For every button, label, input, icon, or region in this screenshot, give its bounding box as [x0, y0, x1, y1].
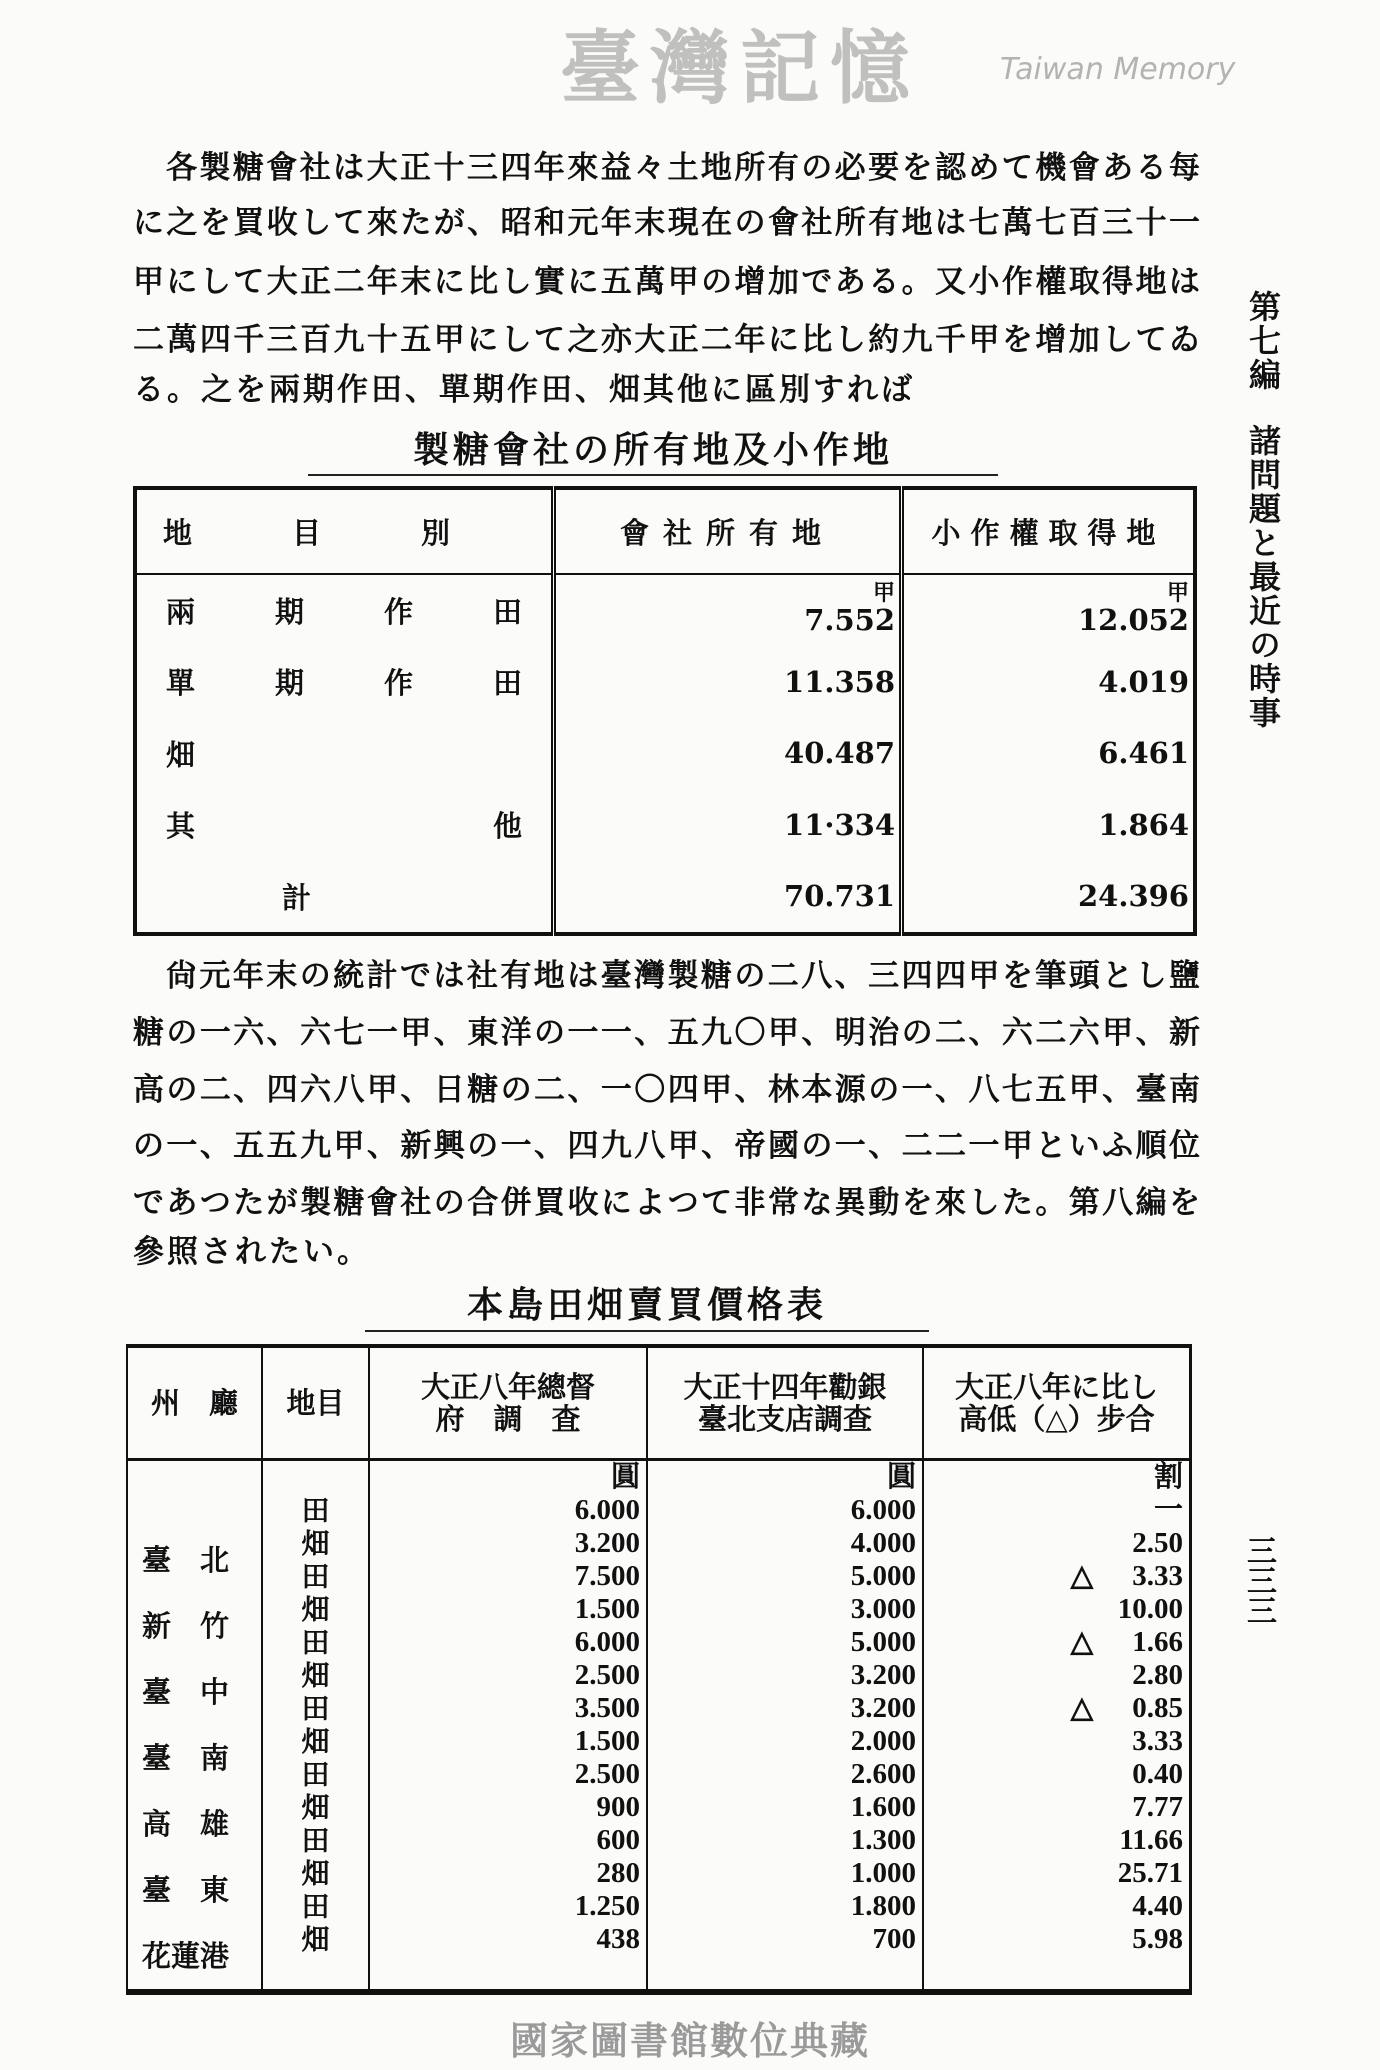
land-type-label: 田: [301, 1494, 330, 1527]
price-1925: 1.300: [850, 1824, 916, 1856]
table2-title: 本島田畑賣買價格表: [466, 1284, 827, 1326]
ratio-value: 7.77: [1132, 1791, 1183, 1823]
text-line: 糖の一六、六七一甲、東洋の一一、五九〇甲、明治の二、六二六甲、新: [133, 1015, 1200, 1051]
ratio-cell: [924, 1923, 1189, 1956]
ratio-cell: [924, 1593, 1189, 1626]
prefecture-label: 高 雄: [142, 1807, 230, 1841]
land-category-cell: [135, 717, 554, 788]
text-line: 參照されたい。: [133, 1234, 371, 1270]
price-1925: 5.000: [850, 1626, 916, 1658]
side-part-label: 第七編: [1244, 290, 1282, 392]
tenancy-cell: [902, 860, 1195, 934]
header-label: 會社所有地: [620, 515, 836, 550]
ratio-cell: [924, 1758, 1189, 1791]
ratio-value: 5.98: [1132, 1923, 1183, 1955]
label-char: 期: [275, 594, 305, 629]
price-1919: 280: [596, 1857, 640, 1889]
land-category-label: [141, 733, 547, 774]
land-category-cell: [135, 860, 554, 934]
price-1925: 3.200: [850, 1659, 916, 1691]
price-1925: 1.800: [850, 1890, 916, 1922]
unit-kou: 甲: [873, 580, 896, 607]
land-category-label: [141, 876, 547, 917]
label-char: 田: [493, 666, 523, 701]
ratio-value: 10.00: [1117, 1593, 1183, 1625]
prefecture-label: 臺 北: [142, 1543, 230, 1577]
company-owned-cell: [554, 574, 902, 647]
price-1925: 700: [872, 1923, 916, 1955]
table-row: [135, 717, 1195, 788]
table2-body-row: [127, 1460, 1191, 1993]
land-category-cell: [135, 789, 554, 860]
header-label: 地目別: [163, 515, 551, 550]
ratio-value: 4.40: [1132, 1890, 1183, 1922]
header-line: 地目: [286, 1386, 345, 1420]
label-char: 畑: [166, 737, 196, 772]
land-type-label: 畑: [301, 1857, 330, 1890]
decrease-mark: △: [1070, 1626, 1093, 1658]
header-label: 小作權取得地: [931, 515, 1166, 550]
ratio-value: 2.80: [1132, 1659, 1183, 1691]
table1-header-row: [135, 488, 1195, 574]
ratio-value: 1.66: [1132, 1626, 1183, 1658]
price-1919: 1.500: [574, 1725, 640, 1757]
land-type-label: 畑: [301, 1791, 330, 1824]
table2-header-cell: [647, 1346, 923, 1460]
price-1919: 1.500: [574, 1593, 640, 1625]
label-char: 作: [384, 666, 414, 701]
prefecture-label: 臺 南: [142, 1741, 230, 1775]
text-line: 高の二、四六八甲、日糖の二、一〇四甲、林本源の一、八七五甲、臺南: [133, 1072, 1200, 1108]
company-owned-value: 70.731: [784, 879, 896, 914]
label-char: 兩: [166, 594, 196, 629]
text-line: に之を買收して來たが、昭和元年末現在の會社所有地は七萬七百三十一: [133, 205, 1200, 241]
ratio-cell: [924, 1659, 1189, 1692]
column-land-type: [262, 1460, 369, 1993]
land-type-label: 田: [301, 1626, 330, 1659]
ratio-value: 3.33: [1132, 1560, 1183, 1592]
ratio-value: 0.40: [1132, 1758, 1183, 1790]
watermark-logo: 臺灣記憶: [560, 21, 920, 115]
label-char: 作: [384, 594, 414, 629]
tenancy-value: 4.019: [1098, 664, 1189, 699]
ratio-value: 2.50: [1132, 1527, 1183, 1559]
land-category-cell: [135, 646, 554, 717]
price-1925: 3.200: [850, 1692, 916, 1724]
ratio-value: 一: [1153, 1494, 1183, 1526]
table2-header-cell: [369, 1346, 647, 1460]
price-1919: 2.500: [574, 1659, 640, 1691]
price-1925: 1.600: [850, 1791, 916, 1823]
company-owned-cell: [554, 717, 902, 788]
land-type-label: 畑: [301, 1593, 330, 1626]
price-1919: 3.200: [574, 1527, 640, 1559]
header-line: 州 廳: [150, 1386, 238, 1420]
ratio-cell: [924, 1791, 1189, 1824]
column-1925-survey: [647, 1460, 923, 1993]
company-owned-value: 11·334: [784, 807, 896, 842]
header-tenancy: [902, 488, 1195, 574]
price-1925: 3.000: [850, 1593, 916, 1625]
page-number: 三三三: [1241, 1535, 1276, 1625]
decrease-mark: △: [1070, 1560, 1093, 1592]
ratio-cell: [924, 1494, 1189, 1527]
tenancy-value: 24.396: [1078, 879, 1189, 914]
tenancy-cell: [902, 646, 1195, 717]
table2-header-cell: [127, 1346, 262, 1460]
price-1919: 900: [596, 1791, 640, 1823]
tenancy-cell: [902, 574, 1195, 647]
header-line: 臺北支店調查: [697, 1402, 872, 1436]
text-line: 二萬四千三百九十五甲にして之亦大正二年に比し約九千甲を增加してゐ: [133, 322, 1200, 358]
prefecture-label: 臺 中: [142, 1675, 230, 1709]
tenancy-value: 12.052: [1078, 603, 1189, 638]
land-category-label: [141, 590, 547, 631]
header-line: 大正十四年勸銀: [683, 1370, 887, 1404]
text-line: の一、五五九甲、新興の一、四九八甲、帝國の一、二二一甲といふ順位: [133, 1128, 1200, 1164]
table2-title-underline: [365, 1330, 929, 1332]
header-line: 大正八年總督: [420, 1370, 595, 1404]
tenancy-value: 1.864: [1098, 807, 1189, 842]
price-1919: 600: [596, 1824, 640, 1856]
ratio-value: 11.66: [1119, 1824, 1183, 1856]
footer-credit: 國家圖書館數位典藏: [509, 2019, 870, 2063]
unit-kou: 甲: [1166, 580, 1189, 607]
ratio-cell: [924, 1626, 1189, 1659]
price-1919: 438: [596, 1923, 640, 1955]
land-type-label: 田: [301, 1758, 330, 1791]
price-1925: 1.000: [850, 1857, 916, 1889]
header-line: 府 調 査: [435, 1402, 581, 1436]
ratio-cell: [924, 1824, 1189, 1857]
price-1919: 2.500: [574, 1758, 640, 1790]
ratio-cell: [924, 1692, 1189, 1725]
company-owned-cell: [554, 646, 902, 717]
text-line: であつたが製糖會社の合併買收によつて非常な異動を來した。第八編を: [133, 1185, 1200, 1221]
price-1925: 2.600: [850, 1758, 916, 1790]
land-category-label: [141, 661, 547, 702]
column-prefecture: [127, 1460, 262, 1993]
table-row: [135, 789, 1195, 860]
price-1925: 4.000: [850, 1527, 916, 1559]
unit-yen: 圓: [610, 1461, 640, 1493]
land-type-label: 畑: [301, 1527, 330, 1560]
column-1919-survey: [369, 1460, 647, 1993]
land-type-label: 田: [301, 1560, 330, 1593]
land-category-label: [141, 804, 547, 845]
company-owned-cell: [554, 860, 902, 934]
company-owned-value: 7.552: [804, 603, 896, 638]
tenancy-value: 6.461: [1098, 736, 1189, 771]
tenancy-cell: [902, 789, 1195, 860]
land-type-label: 畑: [301, 1923, 330, 1956]
land-type-label: 田: [301, 1824, 330, 1857]
watermark-text: Taiwan Memory: [1000, 52, 1236, 87]
table2-header-cell: [923, 1346, 1191, 1460]
decrease-mark: △: [1070, 1692, 1093, 1724]
land-category-cell: [135, 574, 554, 647]
ratio-cell: [924, 1890, 1189, 1923]
header-line: 大正八年に比し: [954, 1370, 1158, 1404]
label-char: 單: [166, 666, 196, 701]
tenancy-cell: [902, 717, 1195, 788]
table-row: [135, 646, 1195, 717]
text-line: 各製糖會社は大正十三四年來益々土地所有の必要を認めて機會ある每: [166, 150, 1200, 186]
ratio-value: 0.85: [1132, 1692, 1183, 1724]
text-line: る。之を兩期作田、單期作田、畑其他に區別すれば: [133, 372, 915, 408]
price-1919: 6.000: [574, 1626, 640, 1658]
company-owned-value: 11.358: [784, 664, 896, 699]
header-land-category: [135, 488, 554, 574]
prefecture-label: 花蓮港: [142, 1939, 230, 1973]
ratio-cell: [924, 1560, 1189, 1593]
header-line: 高低（△）步合: [958, 1402, 1155, 1436]
label-char: 期: [275, 666, 305, 701]
price-1925: 5.000: [850, 1560, 916, 1592]
company-owned-value: 40.487: [784, 736, 896, 771]
label-char: 他: [493, 809, 523, 844]
land-type-label: 田: [301, 1890, 330, 1923]
header-company-owned: [554, 488, 902, 574]
table-row: [135, 860, 1195, 934]
company-owned-cell: [554, 789, 902, 860]
table-company-land: [133, 486, 1197, 936]
land-type-label: 田: [301, 1692, 330, 1725]
label-char: 其: [166, 809, 196, 844]
table-row: [135, 574, 1195, 647]
side-chapter-label: 諸問題と最近の時事: [1244, 424, 1282, 730]
table2-header-row: [127, 1346, 1191, 1460]
text-line: 甲にして大正二年末に比し實に五萬甲の增加である。又小作權取得地は: [133, 264, 1200, 300]
land-type-label: 畑: [301, 1659, 330, 1692]
price-1925: 6.000: [850, 1494, 916, 1526]
label-char: 計: [282, 880, 312, 915]
unit-wari: 割: [1153, 1461, 1183, 1493]
ratio-cell: [924, 1527, 1189, 1560]
prefecture-label: 新 竹: [142, 1609, 230, 1643]
price-1919: 6.000: [574, 1494, 640, 1526]
price-1919: 3.500: [574, 1692, 640, 1724]
table1-title-underline: [308, 474, 998, 476]
label-char: 田: [493, 594, 523, 629]
price-1919: 1.250: [574, 1890, 640, 1922]
text-line: 尙元年末の統計では社有地は臺灣製糖の二八、三四四甲を筆頭とし鹽: [166, 958, 1200, 994]
ratio-value: 3.33: [1132, 1725, 1183, 1757]
price-1925: 2.000: [850, 1725, 916, 1757]
table-land-prices: [126, 1344, 1192, 1995]
prefecture-label: 臺 東: [142, 1873, 230, 1907]
ratio-value: 25.71: [1117, 1857, 1183, 1889]
column-change-ratio: [923, 1460, 1191, 1993]
table1-title: 製糖會社の所有地及小作地: [412, 429, 893, 471]
unit-yen: 圓: [886, 1461, 916, 1493]
ratio-cell: [924, 1725, 1189, 1758]
land-type-label: 畑: [301, 1725, 330, 1758]
price-1919: 7.500: [574, 1560, 640, 1592]
ratio-cell: [924, 1857, 1189, 1890]
table2-header-cell: [262, 1346, 369, 1460]
